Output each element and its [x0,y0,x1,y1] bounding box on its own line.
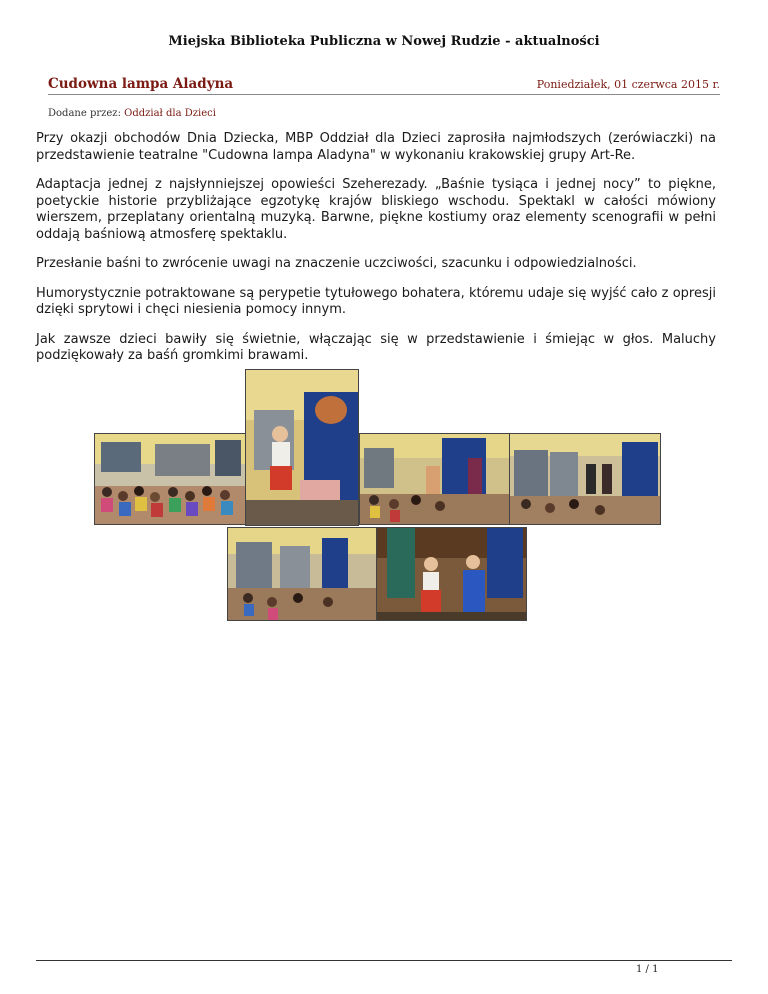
paragraph-1: Przy okazji obchodów Dnia Dziecka, MBP Oddział dla Dzieci zaprosiła najmłodszych (zerówiaczki) na przedstawienie teatralne "Cudowna lampa Aladyna" w wykonaniu krakowskiej grupy Art-Re. [36,131,716,163]
photo-actor-with-lamp-image [246,370,358,525]
photo-two-actors-costumes-image [377,528,526,620]
article-body [36,131,716,378]
photo-children-audience[interactable] [94,433,246,525]
footer-divider [36,960,732,961]
paragraph-5: Jak zawsze dzieci bawiły się świetnie, włączając się w przedstawienie i śmiejąc w głos. Maluchy podziękowały za baśń gromkimi brawami. [36,331,716,363]
paragraph-2: Adaptacja jednej z najsłynniejszej opowieści Szeherezady. „Baśnie tysiąca i jednej nocy” to piękne, poetyckie historie przybliżające egzotykę krajów bliskiego wschodu. Spektakl w całości mówiony wierszem, przeplatany orientalną muzyką. Barwne, piękne kostiumy oraz elementy scenografii w pełni oddają baśniową atmosferę spektaklu. [36,177,716,242]
photo-library-room[interactable] [227,527,377,621]
byline-prefix: Dodane przez: [48,108,125,119]
byline [48,108,216,119]
photo-two-actors-costumes[interactable] [376,527,527,621]
article-title[interactable]: Cudowna lampa Aladyna [48,76,234,92]
photo-library-room-image [228,528,376,620]
photo-performers-bookshelves-image [510,434,660,524]
site-title: Miejska Biblioteka Publiczna w Nowej Rudzie - aktualności [168,34,600,49]
author-link[interactable]: Oddział dla Dzieci [124,108,216,119]
article-date: Poniedziałek, 01 czerwca 2015 r. [536,78,720,91]
photo-stage-performance-image [360,434,509,524]
photo-stage-performance[interactable] [359,433,510,525]
paragraph-3: Przesłanie baśni to zwrócenie uwagi na znaczenie uczciwości, szacunku i odpowiedzialności. [36,256,637,271]
photo-performers-bookshelves[interactable] [509,433,661,525]
photo-children-audience-image [95,434,245,524]
page-number: 1 / 1 [636,964,659,975]
paragraph-4: Humorystycznie potraktowane są perypetie tytułowego bohatera, któremu udaje się wyjść cało z opresji dzięki sprytowi i chęci niesienia pomocy innym. [36,285,716,317]
article-header [48,76,720,95]
photo-actor-with-lamp[interactable] [245,369,359,526]
